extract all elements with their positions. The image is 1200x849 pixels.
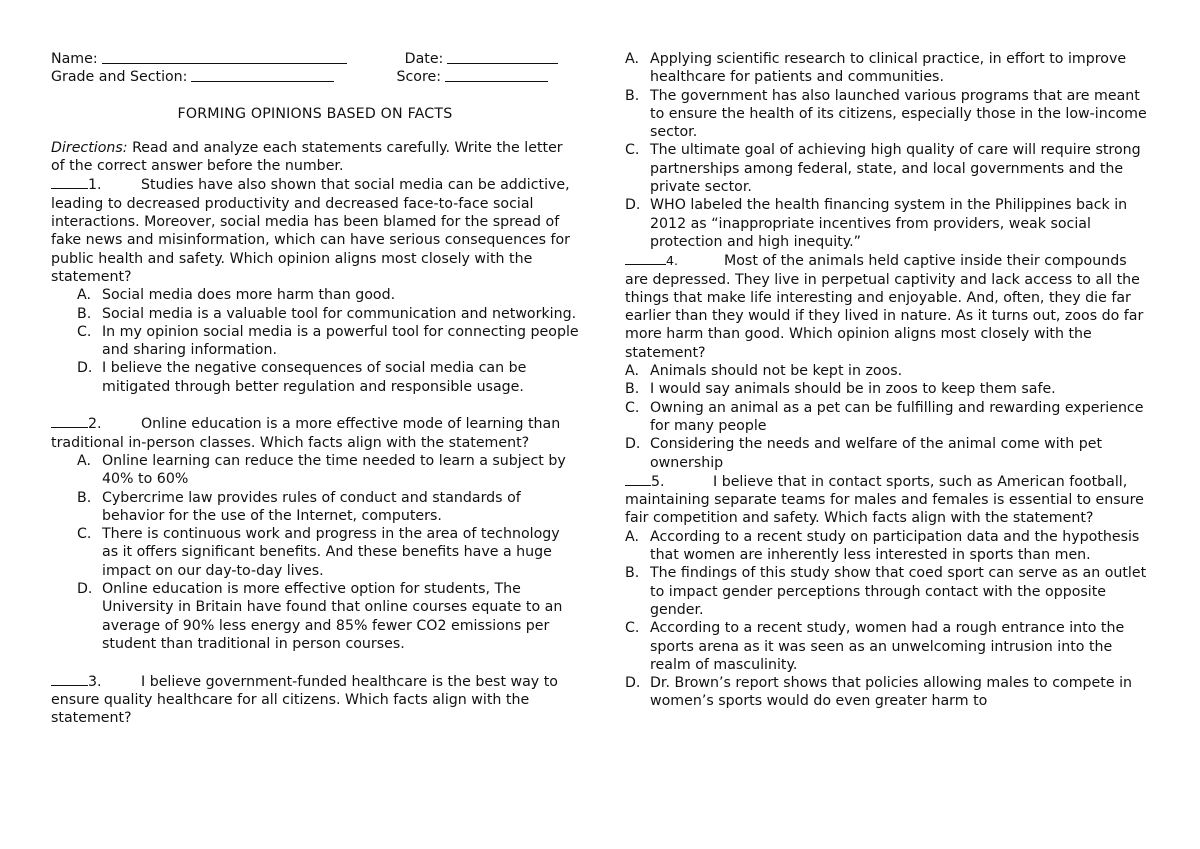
- question-number: 4.: [666, 253, 678, 269]
- option-b: B. The government has also launched various programs that are meant to ensure the health of its citizens, especially those in the low-income sector.: [625, 87, 1147, 141]
- question-3-options: [625, 50, 1150, 251]
- option-c: C. The ultimate goal of achieving high quality of care will require strong partnerships among federal, state, and local governments and the private sector.: [625, 142, 1141, 196]
- directions-label: Directions:: [51, 139, 128, 156]
- name-field[interactable]: [102, 50, 347, 64]
- score-label: Score:: [396, 69, 441, 86]
- question-stem: Most of the animals held captive inside their compounds are depressed. They live in perpetual captivity and lack access to all the things that make life interesting and enjoyable. And, often, they die far earlier than they would if they lived in nature. As it turns out, zoos do far more harm than good. Which opinion aligns most closely with the statement?: [625, 253, 1144, 361]
- name-label: Name:: [51, 51, 98, 67]
- left-column: [51, 50, 579, 727]
- date-field[interactable]: [447, 50, 558, 64]
- option-d: D. Considering the needs and welfare of the animal come with pet ownership: [625, 436, 1103, 471]
- option-d: D. I believe the negative consequences of social media can be mitigated through better regulation and responsible usage.: [77, 360, 527, 395]
- header-row-1: [51, 50, 579, 68]
- question-stem: Studies have also shown that social media can be addictive, leading to decreased productivity and decreased face-to-face social interactions. Moreover, social media has been blamed for the spread of fake news and misinformation, which can have serious consequences for public health and safety. Which opinion aligns most closely with the statement?: [51, 177, 570, 285]
- options-list: [625, 528, 1150, 711]
- answer-blank-1[interactable]: [51, 175, 88, 189]
- option-d: D. Dr. Brown’s report shows that policies allowing males to compete in women’s sports would do even greater harm to: [625, 675, 1133, 710]
- answer-blank-4[interactable]: [625, 251, 666, 265]
- option-a: A. Applying scientific research to clinical practice, in effort to improve healthcare for patients and communities.: [625, 51, 1127, 86]
- header-row-2: [51, 68, 579, 86]
- question-3: [51, 672, 579, 728]
- directions: [51, 139, 579, 176]
- right-column: [625, 50, 1150, 711]
- option-b: B. The findings of this study show that coed sport can serve as an outlet to impact gender perceptions through contact with the opposite gender.: [625, 565, 1147, 618]
- option-c: C. Owning an animal as a pet can be fulfilling and rewarding experience for many people: [625, 399, 1144, 434]
- option-b: B. Cybercrime law provides rules of conduct and standards of behavior for the use of the Internet, computers.: [77, 489, 521, 524]
- option-b: B. Social media is a valuable tool for communication and networking.: [77, 305, 577, 322]
- option-a: A. Social media does more harm than good.: [77, 287, 396, 304]
- option-b: B. I would say animals should be in zoos to keep them safe.: [625, 381, 1056, 398]
- option-c: C. According to a recent study, women had a rough entrance into the sports arena as it was seen as an unwelcoming intrusion into the realm of masculinity.: [625, 620, 1125, 673]
- question-2: [51, 414, 579, 653]
- option-d: D. Online education is more effective option for students, The University in Britain have found that online courses equate to an average of 90% less energy and 85% fewer CO2 emissions per student than traditional in person courses.: [77, 581, 563, 652]
- answer-blank-3[interactable]: [51, 672, 88, 686]
- option-a: A. Online learning can reduce the time needed to learn a subject by 40% to 60%: [77, 452, 566, 488]
- question-stem: Online education is a more effective mode of learning than traditional in-person classes. Which facts align with the statement?: [51, 416, 561, 451]
- question-number: 5.: [651, 473, 665, 490]
- question-1: [51, 175, 579, 396]
- option-c: C. There is continuous work and progress in the area of technology as it offers significant benefits. And these benefits have a huge impact on our day-to-day lives.: [77, 526, 560, 579]
- question-stem: I believe that in contact sports, such as American football, maintaining separate teams for males and females is essential to ensure fair competition and safety. Which facts align with the statement?: [625, 473, 1144, 527]
- grade-field[interactable]: [191, 68, 334, 82]
- question-number: 2.: [88, 416, 102, 433]
- directions-text: Read and analyze each statements carefully. Write the letter of the correct answer before the number.: [51, 139, 563, 175]
- option-a: A. Animals should not be kept in zoos.: [625, 363, 903, 380]
- options-list: [51, 286, 579, 396]
- question-stem: I believe government-funded healthcare is the best way to ensure quality healthcare for all citizens. Which facts align with the statement?: [51, 673, 558, 727]
- score-field[interactable]: [445, 68, 548, 82]
- options-list: [51, 452, 579, 653]
- option-d: D. WHO labeled the health financing system in the Philippines back in 2012 as “inappropriate incentives from providers, weak social protection and high inequity.”: [625, 197, 1128, 250]
- question-4: [625, 251, 1150, 472]
- question-number: 3.: [88, 673, 102, 690]
- date-label: Date:: [404, 51, 444, 67]
- page-title: FORMING OPINIONS BASED ON FACTS: [177, 105, 453, 122]
- question-5: [625, 472, 1150, 711]
- option-c: C. In my opinion social media is a powerful tool for connecting people and sharing information.: [77, 323, 579, 359]
- option-a: A. According to a recent study on participation data and the hypothesis that women are inherently less interested in sports than men.: [625, 528, 1140, 564]
- grade-label: Grade and Section:: [51, 69, 188, 86]
- question-number: 1.: [88, 177, 102, 194]
- answer-blank-5[interactable]: [625, 472, 651, 486]
- answer-blank-2[interactable]: [51, 414, 88, 428]
- options-list: [625, 362, 1150, 472]
